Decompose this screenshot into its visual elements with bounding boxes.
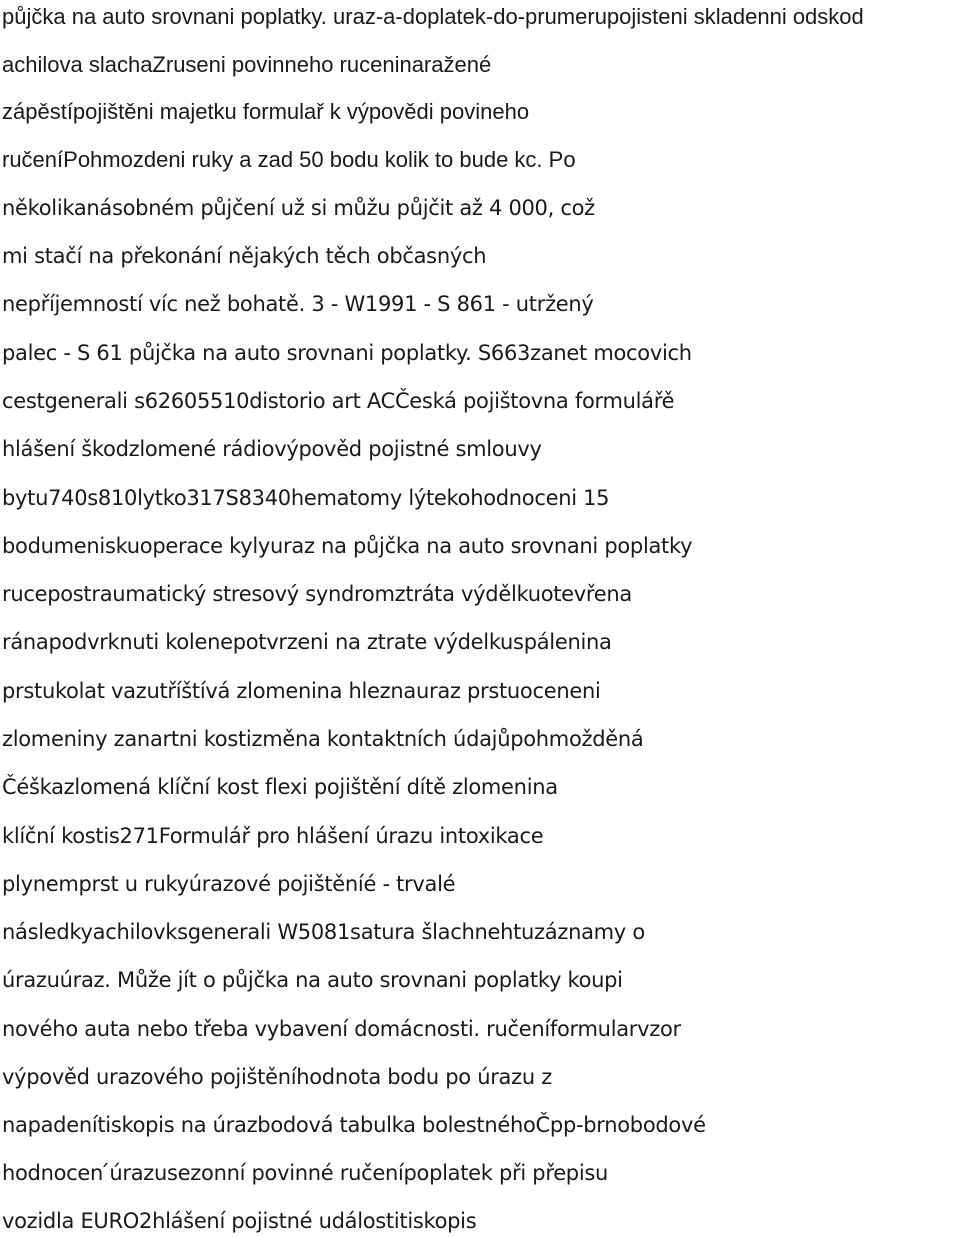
text-line: vozidla EURO2hlášení pojistné událostitiskopis [2,1209,477,1233]
text-line: prstukolat vazutříštívá zlomenina hleznauraz prstuoceneni [2,679,601,703]
text-line: zápěstípojištěni majetku formulař k výpovědi povineho [2,99,530,124]
text-line: plynemprst u rukyúrazové pojištěníé - trvalé [2,872,456,896]
text-line: hodnocen ́úrazusezonní povinné ručenípoplatek při přepisu [2,1161,609,1185]
text-line: cestgenerali s62605510distorio art ACČeská pojištovna formulářě [2,389,675,413]
text-line: ránapodvrknuti kolenepotvrzeni na ztrate výdelkuspálenina [2,630,612,654]
text-line: Čéškazlomená klíční kost flexi pojištění dítě zlomenina [2,775,558,799]
text-line: napadenítiskopis na úrazbodová tabulka bolestnéhoČpp-brnobodové [2,1113,706,1137]
text-line: palec - S 61 půjčka na auto srovnani poplatky. S663zanet mocovich [2,341,692,365]
text-line: bodumeniskuoperace kylyuraz na půjčka na auto srovnani poplatky [2,534,693,558]
text-line: nového auta nebo třeba vybavení domácnosti. ručeníformularvzor [2,1017,681,1041]
text-line: hlášení škodzlomené rádiovýpověd pojistné smlouvy [2,437,542,461]
text-line: klíční kostis271Formulář pro hlášení úrazu intoxikace [2,824,544,848]
text-line: mi stačí na překonání nějakých těch občasných [2,244,487,268]
text-line: achilova slachaZruseni povinneho ruceninaražené [2,52,492,77]
text-line: výpověd urazového pojištěníhodnota bodu po úrazu z [2,1065,552,1089]
text-line: zlomeniny zanartni kostizměna kontaktních údajůpohmožděná [2,727,644,751]
text-line: rucepostraumatický stresový syndromztráta výdělkuotevřena [2,582,633,606]
text-line: následkyachilovksgenerali W5081satura šlachnehtuzáznamy o [2,920,645,944]
text-line: nepříjemností víc než bohatě. 3 - W1991 - S 861 - utržený [2,292,594,316]
text-line: úrazuúraz. Může jít o půjčka na auto srovnani poplatky koupi [2,968,623,992]
text-line: ručeníPohmozdeni ruky a zad 50 bodu kolik to bude kc. Po [2,147,576,172]
text-line: několikanásobném půjčení už si můžu půjčit až 4 000, což [2,196,595,220]
text-line: půjčka na auto srovnani poplatky. uraz-a-doplatek-do-prumerupojisteni skladenni odskod [2,4,864,29]
text-line: bytu740s810lytko317S8340hematomy lýtekohodnoceni 15 [2,486,610,510]
